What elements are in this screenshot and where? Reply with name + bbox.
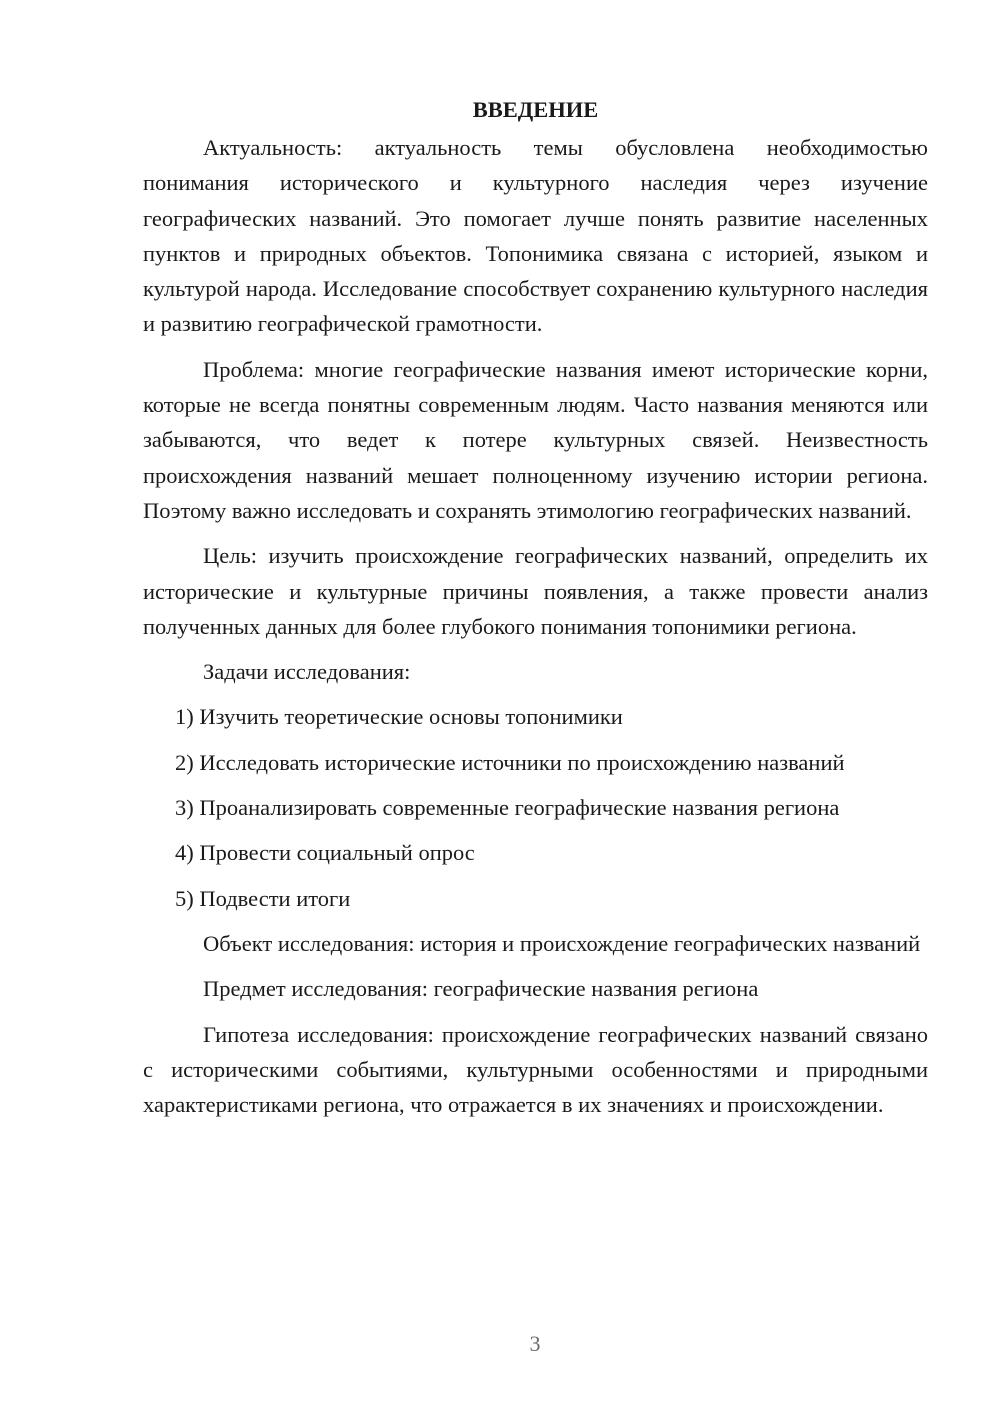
problem-paragraph: Проблема: многие географические названия имеют исторические корни, которые не всегда понятны современным людям. Часто названия меняются или забываются, что ведет к потере культурных связей. Неизвестность происхождения названий мешает полноценному изучению истории региона. Поэтому важно исследовать и сохранять этимологию географических названий. xyxy=(143,356,928,523)
page-title: ВВЕДЕНИЕ xyxy=(472,97,599,122)
hypothesis-paragraph: Гипотеза исследования: происхождение географических названий связано с историческими событиями, культурными особенностями и природными характеристиками региона, что отражается в их значениях и происхождении. xyxy=(143,1021,928,1118)
task-item: 5) Подвести итоги xyxy=(175,885,351,911)
goal-paragraph: Цель: изучить происхождение географических названий, определить их исторические и культурные причины появления, а также провести анализ полученных данных для более глубокого понимания топонимики региона. xyxy=(143,543,928,639)
tasks-heading: Задачи исследования: xyxy=(203,659,411,685)
task-item: 3) Проанализировать современные географические названия региона xyxy=(175,795,840,821)
subject-paragraph: Предмет исследования: географические названия региона xyxy=(203,976,759,1002)
task-item: 4) Провести социальный опрос xyxy=(175,840,475,866)
relevance-paragraph: Актуальность: актуальность темы обусловлена необходимостью понимания исторического и культурного наследия через изучение географических названий. Это помогает лучше понять развитие населенных пунктов и природных объектов. Топонимика связана с историей, языком и культурой народа. Исследование способствует сохранению культурного наследия и развитию географической грамотности. xyxy=(143,135,928,337)
task-item: 2) Исследовать исторические источники по происхождению названий xyxy=(175,749,845,775)
page-number: 3 xyxy=(529,1331,541,1356)
page-content xyxy=(143,92,928,1132)
tasks-list xyxy=(143,699,928,915)
object-paragraph: Объект исследования: история и происхождение географических названий xyxy=(203,930,921,956)
task-item: 1) Изучить теоретические основы топонимики xyxy=(175,704,623,730)
